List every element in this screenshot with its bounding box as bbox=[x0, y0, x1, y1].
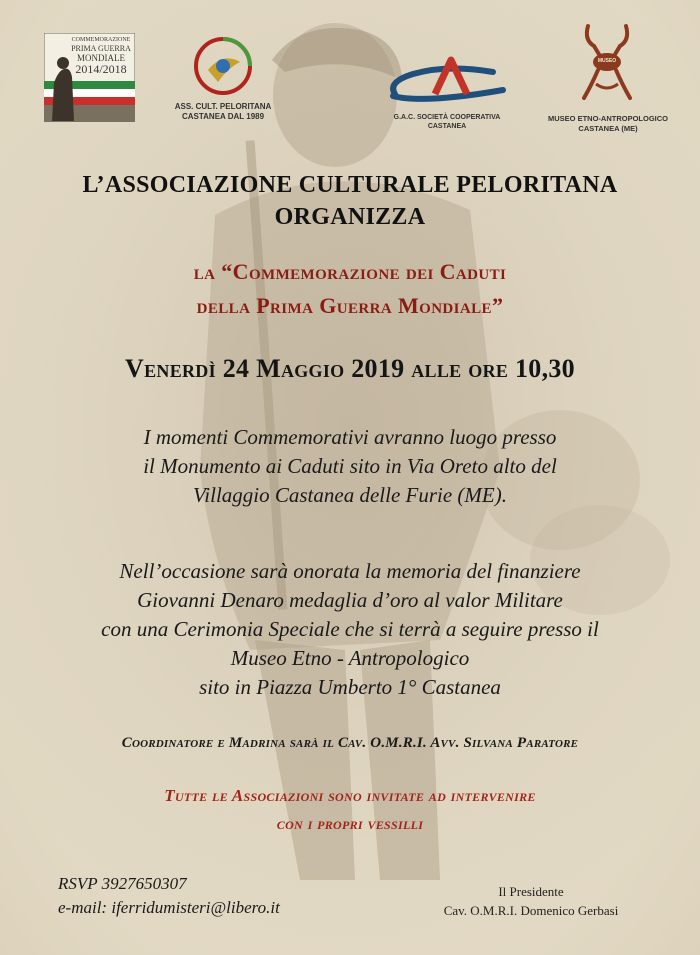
gac-logo bbox=[383, 56, 511, 108]
museo-figure-icon bbox=[578, 22, 636, 108]
gac-caption-line1: G.A.C. SOCIETÀ COOPERATIVA bbox=[393, 114, 501, 121]
memory-line3: con una Cerimonia Speciale che si terrà a seguire presso il bbox=[101, 617, 599, 641]
peloritana-logo bbox=[188, 34, 258, 98]
rsvp-phone: RSVP 3927650307 bbox=[58, 874, 187, 893]
invitation-line2: con i propri vessilli bbox=[276, 814, 424, 833]
location-line1: I momenti Commemorativi avranno luogo presso bbox=[143, 425, 557, 449]
peloritana-emblem-icon bbox=[188, 34, 258, 98]
museo-caption-line2: CASTANEA (ME) bbox=[578, 124, 638, 133]
location-paragraph bbox=[0, 423, 700, 510]
museo-logo bbox=[578, 22, 636, 108]
signature-name: Cav. O.M.R.I. Domenico Gerbasi bbox=[443, 903, 619, 918]
location-line3: Villaggio Castanea delle Furie (ME). bbox=[193, 483, 507, 507]
coordinator-line: Coordinatore e Madrina sarà il Cav. O.M.R.I. Avv. Silvana Paratore bbox=[121, 735, 579, 751]
contact-email[interactable]: e-mail: iferridumisteri@libero.it bbox=[58, 898, 280, 917]
organizer-heading-line1: L’ASSOCIAZIONE CULTURALE PELORITANA bbox=[82, 172, 618, 198]
memory-line4: Museo Etno - Antropologico bbox=[230, 646, 470, 670]
museo-caption bbox=[528, 114, 688, 134]
event-title-line2: della Prima Guerra Mondiale” bbox=[196, 293, 504, 318]
organizer-heading-line2: ORGANIZZA bbox=[274, 204, 426, 230]
ww1-logo-line3: MONDIALE bbox=[77, 53, 125, 63]
gac-logo-icon bbox=[383, 56, 511, 108]
location-line2: il Monumento ai Caduti sito in Via Oreto alto del bbox=[143, 454, 557, 478]
memory-line1: Nell’occasione sarà onorata la memoria del finanziere bbox=[119, 559, 581, 583]
museo-caption-line1: MUSEO ETNO-ANTROPOLOGICO bbox=[548, 114, 668, 123]
event-date: Venerdì 24 Maggio 2019 alle ore 10,30 bbox=[125, 354, 575, 383]
gac-caption bbox=[376, 113, 518, 131]
memory-paragraph bbox=[0, 557, 700, 702]
signature-block bbox=[416, 882, 646, 920]
ww1-logo-line4: 2014/2018 bbox=[75, 62, 127, 76]
memory-line5: sito in Piazza Umberto 1° Castanea bbox=[199, 675, 501, 699]
event-title bbox=[0, 255, 700, 323]
gac-caption-line2: CASTANEA bbox=[427, 123, 467, 130]
signature-role: Il Presidente bbox=[498, 884, 564, 899]
memory-line2: Giovanni Denaro medaglia d’oro al valor Militare bbox=[137, 588, 563, 612]
invitation-line1: Tutte le Associazioni sono invitate ad intervenire bbox=[164, 786, 536, 805]
invitation-text bbox=[0, 782, 700, 838]
peloritana-caption-line2: CASTANEA DAL 1989 bbox=[181, 112, 265, 121]
organizer-heading bbox=[0, 169, 700, 233]
museo-badge-text: MUSEO bbox=[597, 58, 617, 64]
contact-block bbox=[58, 872, 280, 920]
ww1-logo-line2: PRIMA GUERRA bbox=[71, 44, 131, 53]
peloritana-caption bbox=[158, 102, 288, 122]
ww1-logo-line1: COMMEMORAZIONE bbox=[71, 37, 131, 43]
ww1-centenary-logo bbox=[44, 33, 135, 122]
peloritana-caption-line1: ASS. CULT. PELORITANA bbox=[174, 102, 272, 111]
event-title-line1: la “Commemorazione dei Caduti bbox=[193, 259, 507, 284]
